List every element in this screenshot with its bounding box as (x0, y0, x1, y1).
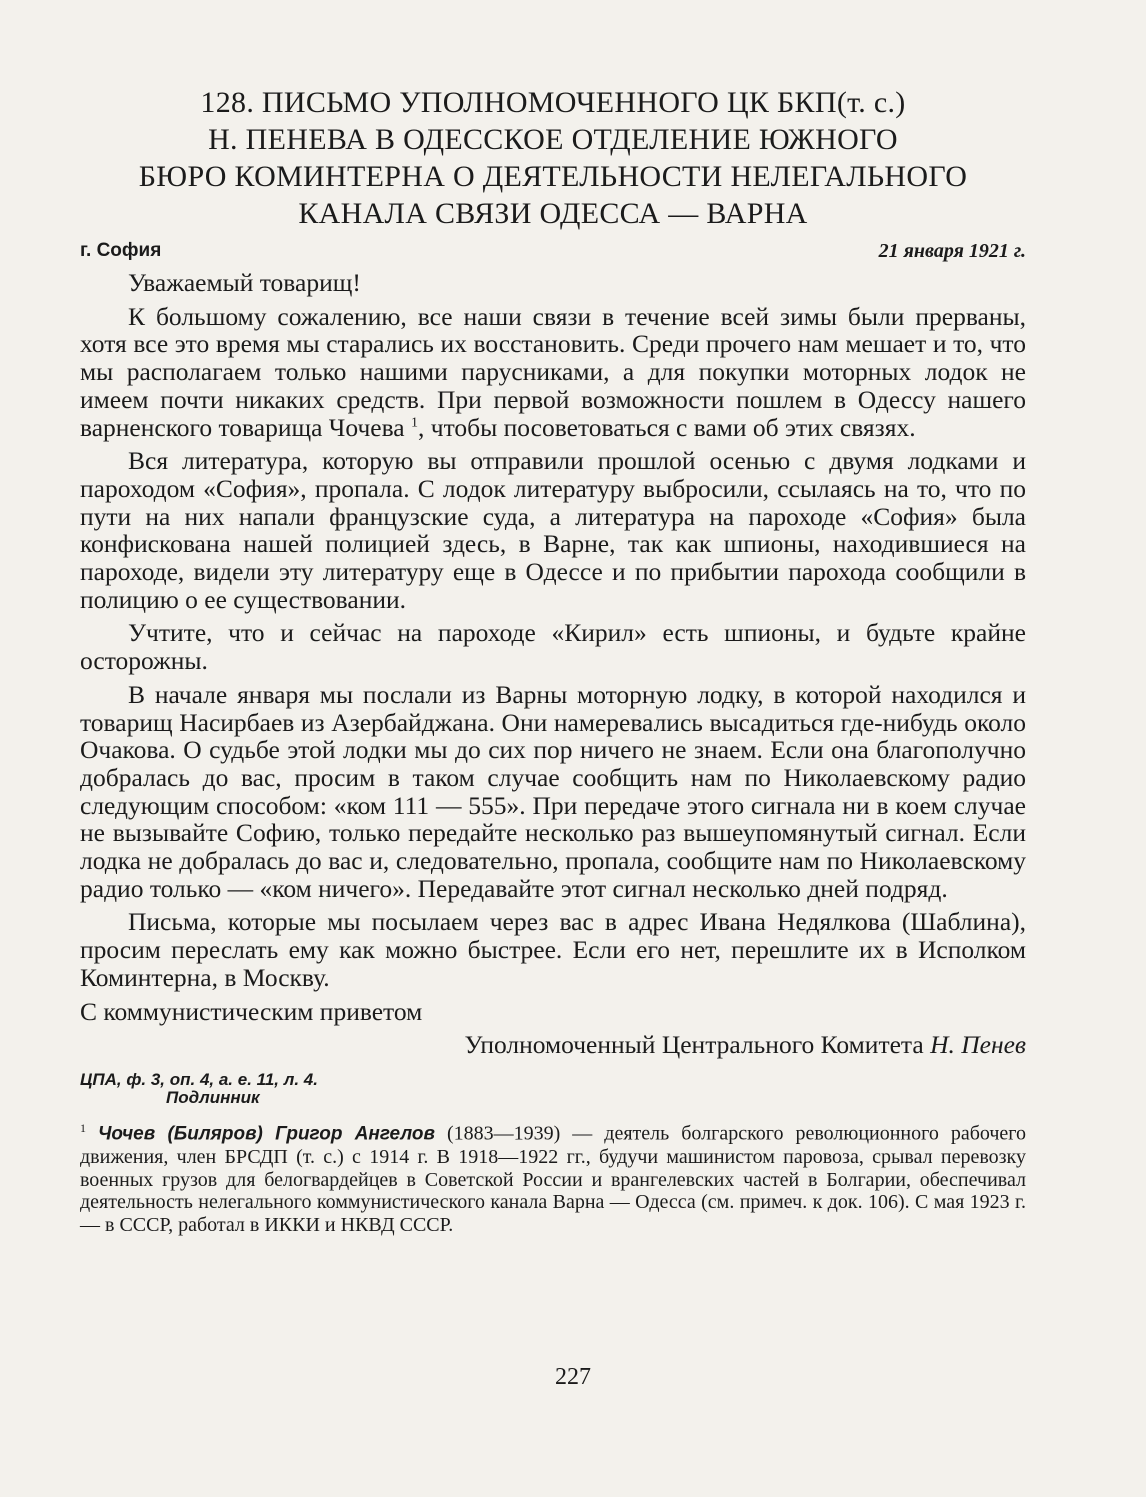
place: г. София (80, 240, 162, 261)
footnote (80, 1117, 1026, 1236)
title-line: БЮРО КОМИНТЕРНА О ДЕЯТЕЛЬНОСТИ НЕЛЕГАЛЬНОГО (138, 160, 968, 193)
salutation: Уважаемый товарищ! (128, 268, 361, 297)
footnote-ref: 1 (411, 415, 419, 431)
signature-role: Уполномоченный Центрального Комитета (464, 1030, 924, 1060)
date: 21 января 1921 г. (878, 240, 1026, 262)
paragraph (80, 303, 1026, 442)
signature-name: Н. Пенев (930, 1030, 1026, 1060)
footnote-mark: 1 (80, 1121, 86, 1136)
closing: С коммунистическим приветом (80, 996, 423, 1026)
paragraph: В начале января мы послали из Варны моторную лодку, в которой находился и товарищ Насирбаев из Азербайджана. Они намеревались высадиться где-нибудь около Очакова. О судьбе этой лодки мы до сих пор ничего не знаем. Если она благополучно добралась до вас, просим в таком случае сообщить нам по Николаевскому радио следующим способом: «ком 111 — 555». При передаче этого сигнала ни в коем случае не вызывайте Софию, только передайте несколько раз вышеупомянутый сигнал. Если лодка не добралась до вас и, следовательно, пропала, сообщите нам по Николаевскому радио только — «ком ничего». Передавайте этот сигнал несколько дней подряд. (80, 679, 1026, 903)
archive-reference (80, 1071, 1026, 1107)
archive-original: Подлинник (166, 1088, 260, 1108)
paragraph-tail: , чтобы посоветоваться с вами об этих связях. (418, 412, 916, 442)
signature (80, 1031, 1026, 1059)
footnote-name: Чочев (Биляров) Григор Ангелов (97, 1123, 436, 1145)
paragraph: Вся литература, которую вы отправили прошлой осенью с двумя лодками и пароходом «София», пропала. С лодок литературу выбросили, ссылаясь на то, что по пути на них напали французские суда, а литература на пароходе «София» была конфискована нашей полицией здесь, в Варне, так как шпионы, находившиеся на пароходе, видели эту литературу еще в Одессе и по прибытии парохода сообщили в полицию о ее существовании. (80, 446, 1026, 614)
title-line: КАНАЛА СВЯЗИ ОДЕССА — ВАРНА (298, 197, 808, 230)
document-title (80, 84, 1026, 232)
dateline (80, 240, 1026, 263)
title-line: Н. ПЕНЕВА В ОДЕССКОЕ ОТДЕЛЕНИЕ ЮЖНОГО (208, 123, 898, 156)
archive-ref: ЦПА, ф. 3, оп. 4, а. е. 11, л. 4. (80, 1070, 318, 1090)
letter-body (80, 269, 1026, 1025)
page-number: 227 (555, 1364, 591, 1390)
paragraph-text: К большому сожалению, все наши связи в течение всей зимы были прерваны, хотя все это время мы старались их восстановить. Среди прочего нам мешает и то, что мы располагаем только нашими парусниками, а для покупки моторных лодок не имеем почти никаких средств. При первой возможности пошлем в Одессу нашего варненского товарища Чочева (80, 301, 1026, 442)
document-page (80, 84, 1026, 1236)
footnote-text: (1883—1939) — деятель болгарского революционного рабочего движения, член БРСДП (т. с.) с 1914 г. В 1918—1922 гг., будучи машинистом паровоза, срывал перевозку военных грузов для белогвардейцев в Советской России и врангелевских частей в Болгарии, обеспечивал деятельность нелегального коммунистического канала Варна — Одесса (см. примеч. к док. 106). С мая 1923 г.— в СССР, работал в ИККИ и НКВД СССР. (80, 1122, 1026, 1236)
paragraph: Письма, которые мы посылаем через вас в адрес Ивана Недялкова (Шаблина), просим переслать ему как можно быстрее. Если его нет, перешлите их в Исполком Коминтерна, в Москву. (80, 907, 1026, 992)
paragraph: Учтите, что и сейчас на пароходе «Кирил» есть шпионы, и будьте крайне осторожны. (80, 618, 1026, 676)
title-line: 128. ПИСЬМО УПОЛНОМОЧЕННОГО ЦК БКП(т. с.) (200, 86, 906, 119)
